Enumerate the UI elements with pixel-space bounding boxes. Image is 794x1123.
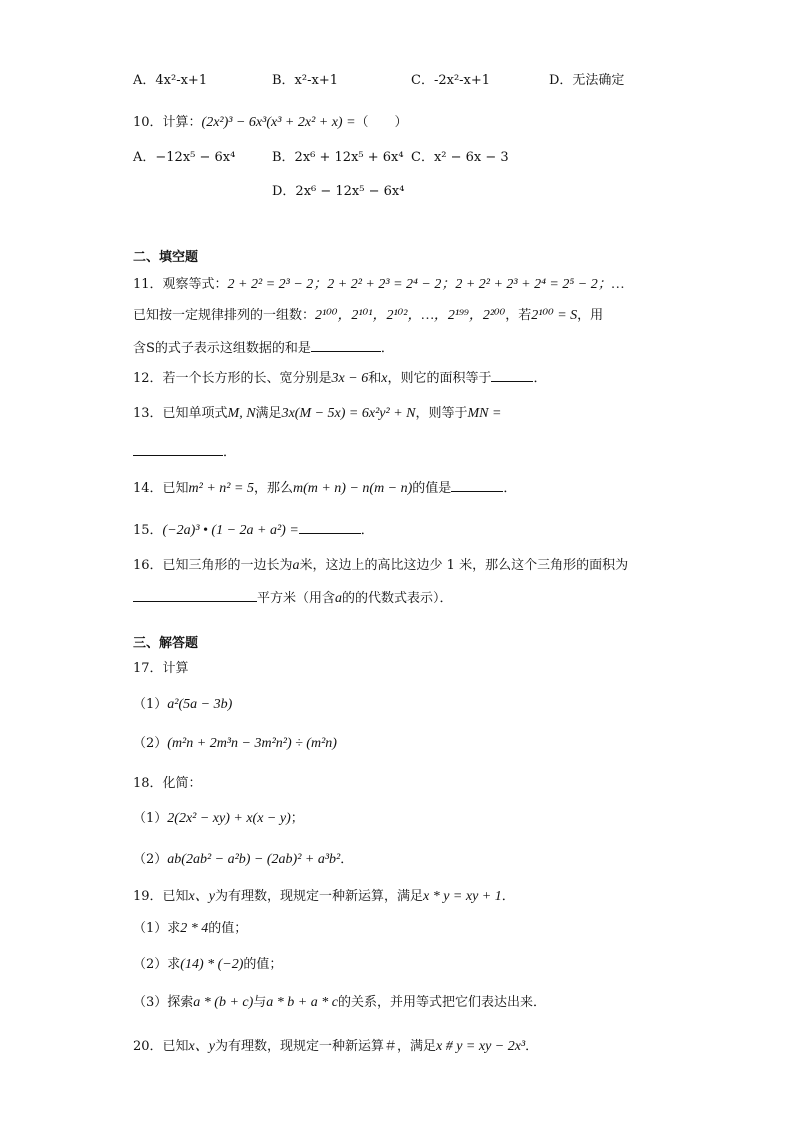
q19-p1-end: 的值；	[208, 921, 248, 936]
q11-use: ，用	[577, 308, 604, 323]
q17-p1-label: （1）	[133, 697, 168, 712]
q17-part-1	[133, 695, 232, 715]
q19-period: ．	[501, 889, 515, 904]
q20-stem	[133, 1037, 538, 1057]
q20-vars: x、y	[188, 1039, 215, 1054]
q15-expression: (−2a)³ • (1 − 2a + a²) =	[162, 523, 299, 538]
q18-p1-expression: 2(2x² − xy) + x(x − y)	[167, 811, 291, 826]
q19-p1-label: （1）求	[133, 921, 181, 936]
q13-answer-line	[133, 441, 236, 463]
q19-p3-left: a * (b + c)	[193, 995, 254, 1010]
q19-p3-and: 与	[253, 995, 267, 1010]
q11-condition: 2¹⁰⁰ = S	[531, 308, 578, 323]
q19-part-2	[133, 955, 282, 975]
q15-period: ．	[360, 523, 374, 538]
q16-line-2	[133, 587, 453, 609]
q16-answer-blank[interactable]	[133, 587, 257, 602]
q18-title: 18．化简：	[133, 776, 202, 791]
q11-sequence-label: 已知按一定规律排列的一组数：	[133, 308, 316, 323]
q11-question: 含S的式子表示这组数据的和是	[133, 341, 311, 356]
q17-title: 17．计算	[133, 661, 189, 676]
q18-p2-label: （2）	[133, 852, 168, 867]
q19-definition: 为有理数，现规定一种新运算，满足	[214, 889, 423, 904]
q12-answer-blank[interactable]	[491, 367, 533, 382]
q13-question: ，则等于	[415, 406, 468, 421]
q13-answer-blank[interactable]	[133, 441, 223, 456]
q13-satisfy: 满足	[255, 406, 282, 421]
q9-option-c: C．-2x²-x+1	[411, 73, 491, 88]
q9-option-b: B．x²-x+1	[272, 73, 338, 88]
q16-var-a: a	[292, 558, 300, 573]
q14-expression: m(m + n) − n(m − n)	[292, 481, 413, 496]
q9-option-a: A．4x²-x+1	[133, 73, 208, 88]
q15-label: 15．	[133, 523, 163, 538]
q17-p1-expression: a²(5a − 3b)	[167, 697, 233, 712]
q11-sequence: 2¹⁰⁰，2¹⁰¹，2¹⁰²，…，2¹⁹⁹，2²⁰⁰	[315, 308, 506, 323]
q17-part-2	[133, 734, 337, 754]
q19-p3-end: 的关系，并用等式把它们表达出来．	[337, 995, 546, 1010]
q19-p1-expression: 2 * 4	[180, 921, 209, 936]
q16-text: 16．已知三角形的一边长为	[133, 558, 293, 573]
q13-monomials: M, N	[227, 406, 256, 421]
q16-note: 的的代数式表示）．	[342, 591, 453, 606]
q14-condition: m² + n² = 5	[188, 481, 254, 496]
q15	[133, 519, 374, 541]
q10-option-c: C．x² − 6x − 3	[411, 150, 509, 165]
q11-line-1	[133, 275, 624, 295]
q14-text: 14．已知	[133, 481, 189, 496]
q10-option-a: A．−12x⁵ − 6x⁴	[133, 150, 236, 165]
q15-answer-blank[interactable]	[299, 519, 361, 534]
q16-line-1	[133, 556, 628, 576]
q19-p3-label: （3）探索	[133, 995, 194, 1010]
section-answer-heading: 三、解答题	[133, 636, 199, 651]
q20-definition: 为有理数，现规定一种新运算＃，满足	[214, 1039, 436, 1054]
q12-text: 12．若一个长方形的长、宽分别是	[133, 371, 332, 386]
q13	[133, 404, 501, 424]
q10-option-d: D．2x⁶ − 12x⁵ − 6x⁴	[272, 184, 405, 199]
q12-period: ．	[533, 371, 547, 386]
q11-line-3	[133, 337, 394, 359]
q11-period: ．	[380, 341, 394, 356]
q10-answer-paren: （ ）	[355, 115, 408, 130]
q11-line-2	[133, 306, 603, 326]
q10-stem	[133, 113, 408, 133]
q13-period: ．	[223, 445, 237, 460]
q17-p2-label: （2）	[133, 736, 168, 751]
q18-part-2	[133, 850, 353, 870]
q19-p3-right: a * b + a * c	[266, 995, 338, 1010]
q20-text: 20．已知	[133, 1039, 189, 1054]
q12-width: x	[381, 371, 388, 386]
q18-p1-label: （1）	[133, 811, 168, 826]
q19-vars: x、y	[188, 889, 215, 904]
q14-question: 的值是	[412, 481, 452, 496]
q14-then: ，那么	[253, 481, 293, 496]
q18-p2-expression: ab(2ab² − a²b) − (2ab)² + a³b²	[167, 852, 341, 867]
q11-if: ，若	[505, 308, 532, 323]
q10-expression: (2x²)³ − 6x³(x³ + 2x² + x) =	[201, 115, 356, 130]
q20-period: ．	[525, 1039, 539, 1054]
q12-and: 和	[368, 371, 382, 386]
q13-text: 13．已知单项式	[133, 406, 228, 421]
q19-p2-label: （2）求	[133, 957, 181, 972]
q12	[133, 367, 546, 389]
q12-length: 3x − 6	[331, 371, 369, 386]
q9-option-d: D．无法确定	[549, 73, 625, 88]
q16-var-a-2: a	[335, 591, 343, 606]
q17-p2-expression: (m²n + 2m³n − 3m²n²) ÷ (m²n)	[167, 736, 337, 751]
q16-text-cont: 米，这边上的高比这边少 1 米，那么这个三角形的面积为	[299, 558, 629, 573]
q19-part-3	[133, 993, 546, 1013]
q12-question: ，则它的面积等于	[387, 371, 492, 386]
section-fill-in-heading: 二、填空题	[133, 250, 199, 265]
q11-equations: 2 + 2² = 2³ − 2；2 + 2² + 2³ = 2⁴ − 2；2 + 2² + 2³ + 2⁴ = 2⁵ − 2；…	[227, 277, 625, 292]
q16-unit: 平方米（用含	[257, 591, 336, 606]
q18-p2-end: ．	[340, 852, 354, 867]
q11-label: 11．观察等式：	[133, 277, 228, 292]
q19-p2-expression: (14) * (−2)	[180, 957, 244, 972]
q19-p2-end: 的值；	[243, 957, 283, 972]
q19-text: 19．已知	[133, 889, 189, 904]
q10-option-b: B．2x⁶ + 12x⁵ + 6x⁴	[272, 150, 404, 165]
q13-mn: MN =	[467, 406, 502, 421]
q10-label: 10．计算：	[133, 115, 202, 130]
q14	[133, 477, 516, 499]
q11-answer-blank[interactable]	[311, 337, 381, 352]
q13-equation: 3x(M − 5x) = 6x²y² + N	[281, 406, 416, 421]
q14-answer-blank[interactable]	[451, 477, 503, 492]
q18-part-1	[133, 809, 304, 829]
q20-operation: x # y = xy − 2x³	[436, 1039, 526, 1054]
q18-p1-end: ；	[290, 811, 304, 826]
q19-stem	[133, 887, 515, 907]
q14-period: ．	[503, 481, 517, 496]
q19-part-1	[133, 919, 247, 939]
q19-operation: x * y = xy + 1	[423, 889, 502, 904]
